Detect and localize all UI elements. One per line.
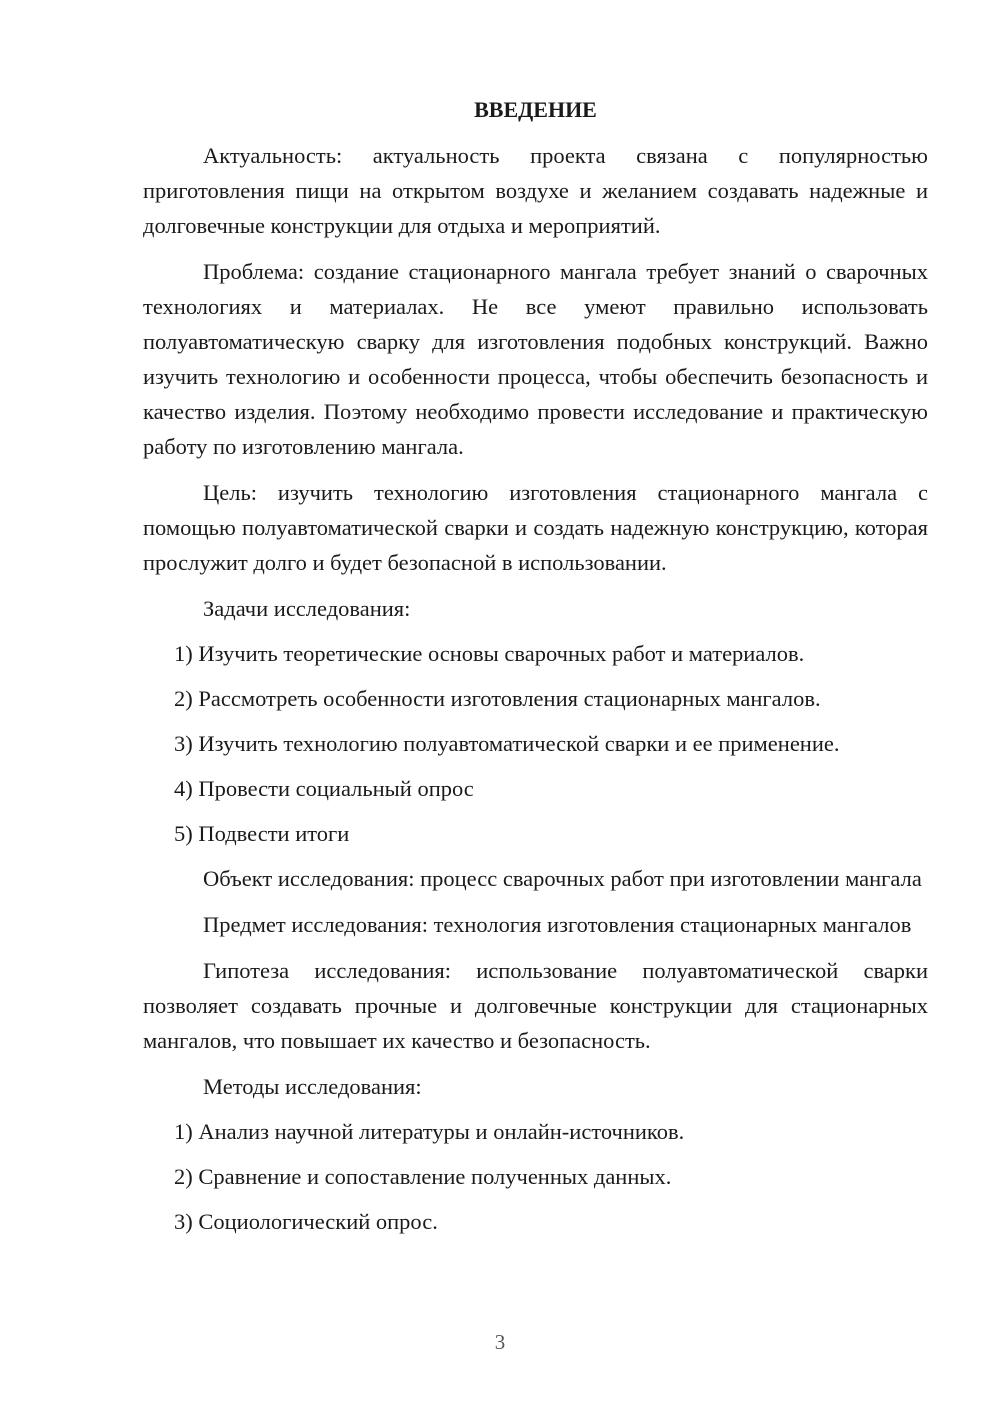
list-item: 5) Подвести итоги [174, 821, 350, 846]
methods-list [143, 1114, 928, 1239]
goal-paragraph: Цель: изучить технологию изготовления стационарного мангала с помощью полуавтоматической сварки и создать надежную конструкцию, которая прослужит долго и будет безопасной в использовании. [143, 480, 928, 575]
list-item: 1) Анализ научной литературы и онлайн-источников. [174, 1119, 685, 1144]
subject-paragraph: Предмет исследования: технология изготовления стационарных мангалов [203, 912, 912, 937]
document-page [143, 92, 928, 1249]
problem-paragraph: Проблема: создание стационарного мангала требует знаний о сварочных технологиях и материалах. Не все умеют правильно использовать полуавтоматическую сварку для изготовления подобных конструкций. Важно изучить технологию и особенности процесса, чтобы обеспечить безопасность и качество изделия. Поэтому необходимо провести исследование и практическую работу по изготовлению мангала. [143, 259, 928, 459]
methods-heading: Методы исследования: [203, 1074, 422, 1099]
tasks-list [143, 636, 928, 851]
relevance-paragraph: Актуальность: актуальность проекта связана с популярностью приготовления пищи на открытом воздухе и желанием создавать надежные и долговечные конструкции для отдыха и мероприятий. [143, 143, 928, 238]
list-item: 1) Изучить теоретические основы сварочных работ и материалов. [174, 641, 805, 666]
list-item: 2) Сравнение и сопоставление полученных данных. [174, 1164, 672, 1189]
list-item: 3) Социологический опрос. [174, 1209, 438, 1234]
page-number: 3 [494, 1330, 506, 1354]
tasks-heading: Задачи исследования: [203, 596, 411, 621]
hypothesis-paragraph: Гипотеза исследования: использование полуавтоматической сварки позволяет создавать прочные и долговечные конструкции для стационарных мангалов, что повышает их качество и безопасность. [143, 958, 928, 1053]
section-title: ВВЕДЕНИЕ [474, 97, 597, 122]
list-item: 3) Изучить технологию полуавтоматической сварки и ее применение. [174, 731, 840, 756]
list-item: 4) Провести социальный опрос [174, 776, 474, 801]
list-item: 2) Рассмотреть особенности изготовления стационарных мангалов. [174, 686, 821, 711]
object-paragraph: Объект исследования: процесс сварочных работ при изготовлении мангала [203, 866, 922, 891]
